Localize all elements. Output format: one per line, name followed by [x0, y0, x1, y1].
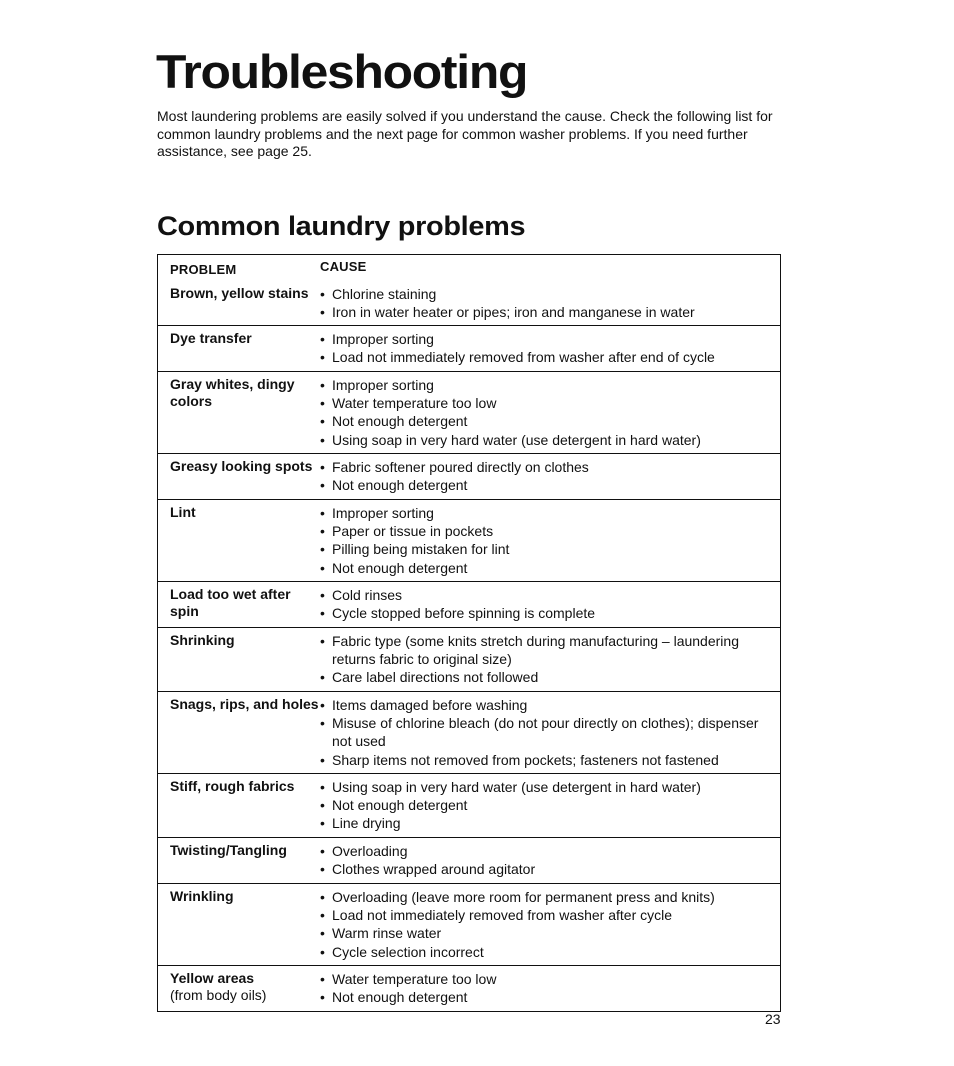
page-title: Troubleshooting [156, 45, 528, 98]
cause-cell [320, 582, 780, 627]
cause-item: • Water temperature too low [320, 394, 780, 412]
problem-label: Gray whites, dingy colors [170, 376, 295, 409]
cause-cell [320, 884, 780, 965]
cause-item: • Improper sorting [320, 504, 780, 522]
cause-cell [320, 500, 780, 581]
cause-cell [320, 838, 780, 883]
cause-list [320, 970, 780, 1006]
problem-note: (from body oils) [170, 987, 267, 1003]
cause-item: • Fabric softener poured directly on clothes [320, 458, 780, 476]
cause-list [320, 458, 780, 494]
cause-list [320, 504, 780, 577]
problem-cell [158, 692, 320, 773]
cause-item: • Not enough detergent [320, 476, 780, 494]
problems-table [157, 254, 781, 1012]
problem-label: Load too wet after spin [170, 586, 291, 619]
cause-item: • Cycle stopped before spinning is complete [320, 604, 780, 622]
table-row [158, 883, 780, 965]
problem-label: Wrinkling [170, 888, 234, 904]
problem-label: Snags, rips, and holes [170, 696, 319, 712]
problem-cell [158, 774, 320, 837]
problem-label: Lint [170, 504, 196, 520]
problem-cell [158, 628, 320, 691]
cause-item: • Load not immediately removed from washer after cycle [320, 906, 780, 924]
problem-label: Shrinking [170, 632, 235, 648]
problem-cell [158, 281, 320, 325]
cause-item: • Not enough detergent [320, 412, 780, 430]
cause-item: • Using soap in very hard water (use detergent in hard water) [320, 431, 780, 449]
cause-cell [320, 372, 780, 453]
cause-item: • Cold rinses [320, 586, 780, 604]
cause-cell [320, 692, 780, 773]
problem-label: Yellow areas [170, 970, 255, 986]
cause-cell [320, 774, 780, 837]
problem-label: Dye transfer [170, 330, 252, 346]
cause-item: • Fabric type (some knits stretch during manufacturing – laundering returns fabric to original size) [320, 632, 780, 668]
table-row [158, 691, 780, 773]
problem-label: Brown, yellow stains [170, 285, 309, 301]
cause-cell [320, 454, 780, 499]
cause-item: • Improper sorting [320, 330, 780, 348]
section-title: Common laundry problems [157, 211, 526, 241]
problem-cell [158, 454, 320, 499]
cause-item: • Not enough detergent [320, 559, 780, 577]
table-row [158, 371, 780, 453]
problem-cell [158, 582, 320, 627]
cause-item: • Improper sorting [320, 376, 780, 394]
cause-item: • Water temperature too low [320, 970, 780, 988]
cause-list [320, 778, 780, 833]
problem-cell [158, 500, 320, 581]
page-number: 23 [765, 1011, 781, 1027]
cause-list [320, 586, 780, 622]
cause-cell [320, 628, 780, 691]
intro-paragraph: Most laundering problems are easily solved if you understand the cause. Check the following list for common laundry problems and the next page for common washer problems. If you need further assistance, see page 25. [157, 108, 773, 159]
cause-list [320, 888, 780, 961]
cause-list [320, 330, 780, 366]
cause-item: • Using soap in very hard water (use detergent in hard water) [320, 778, 780, 796]
cause-item: • Overloading (leave more room for permanent press and knits) [320, 888, 780, 906]
cause-item: • Line drying [320, 814, 780, 832]
cause-item: • Clothes wrapped around agitator [320, 860, 780, 878]
problem-cell [158, 884, 320, 965]
table-row [158, 325, 780, 371]
cause-item: • Misuse of chlorine bleach (do not pour directly on clothes); dispenser not used [320, 714, 780, 750]
cause-list [320, 376, 780, 449]
problem-label: Stiff, rough fabrics [170, 778, 295, 794]
problem-label: Greasy looking spots [170, 458, 313, 474]
cause-cell [320, 966, 780, 1011]
cause-column-header: CAUSE [320, 258, 367, 274]
cause-list [320, 285, 780, 321]
problem-cell [158, 838, 320, 883]
table-row [158, 581, 780, 627]
cause-item: • Pilling being mistaken for lint [320, 540, 780, 558]
table-row [158, 627, 780, 691]
table-row [158, 837, 780, 883]
problem-cell [158, 372, 320, 453]
cause-item: • Sharp items not removed from pockets; fasteners not fastened [320, 751, 780, 769]
cause-item: • Not enough detergent [320, 796, 780, 814]
table-row [158, 773, 780, 837]
cause-list [320, 696, 780, 769]
table-header-row [158, 255, 780, 281]
cause-item: • Paper or tissue in pockets [320, 522, 780, 540]
table-row [158, 965, 780, 1011]
table-body [158, 281, 780, 1011]
cause-cell [320, 326, 780, 371]
cause-item: • Overloading [320, 842, 780, 860]
cause-item: • Warm rinse water [320, 924, 780, 942]
cause-list [320, 842, 780, 878]
cause-item: • Not enough detergent [320, 988, 780, 1006]
problem-column-header: PROBLEM [170, 261, 237, 277]
cause-item: • Chlorine staining [320, 285, 780, 303]
table-row [158, 281, 780, 325]
cause-item: • Load not immediately removed from washer after end of cycle [320, 348, 780, 366]
cause-item: • Items damaged before washing [320, 696, 780, 714]
cause-item: • Cycle selection incorrect [320, 943, 780, 961]
problem-label: Twisting/Tangling [170, 842, 287, 858]
cause-item: • Care label directions not followed [320, 668, 780, 686]
table-row [158, 453, 780, 499]
problem-cell [158, 326, 320, 371]
cause-item: • Iron in water heater or pipes; iron and manganese in water [320, 303, 780, 321]
cause-cell [320, 281, 780, 325]
problem-cell [158, 966, 320, 1011]
table-row [158, 499, 780, 581]
cause-list [320, 632, 780, 687]
